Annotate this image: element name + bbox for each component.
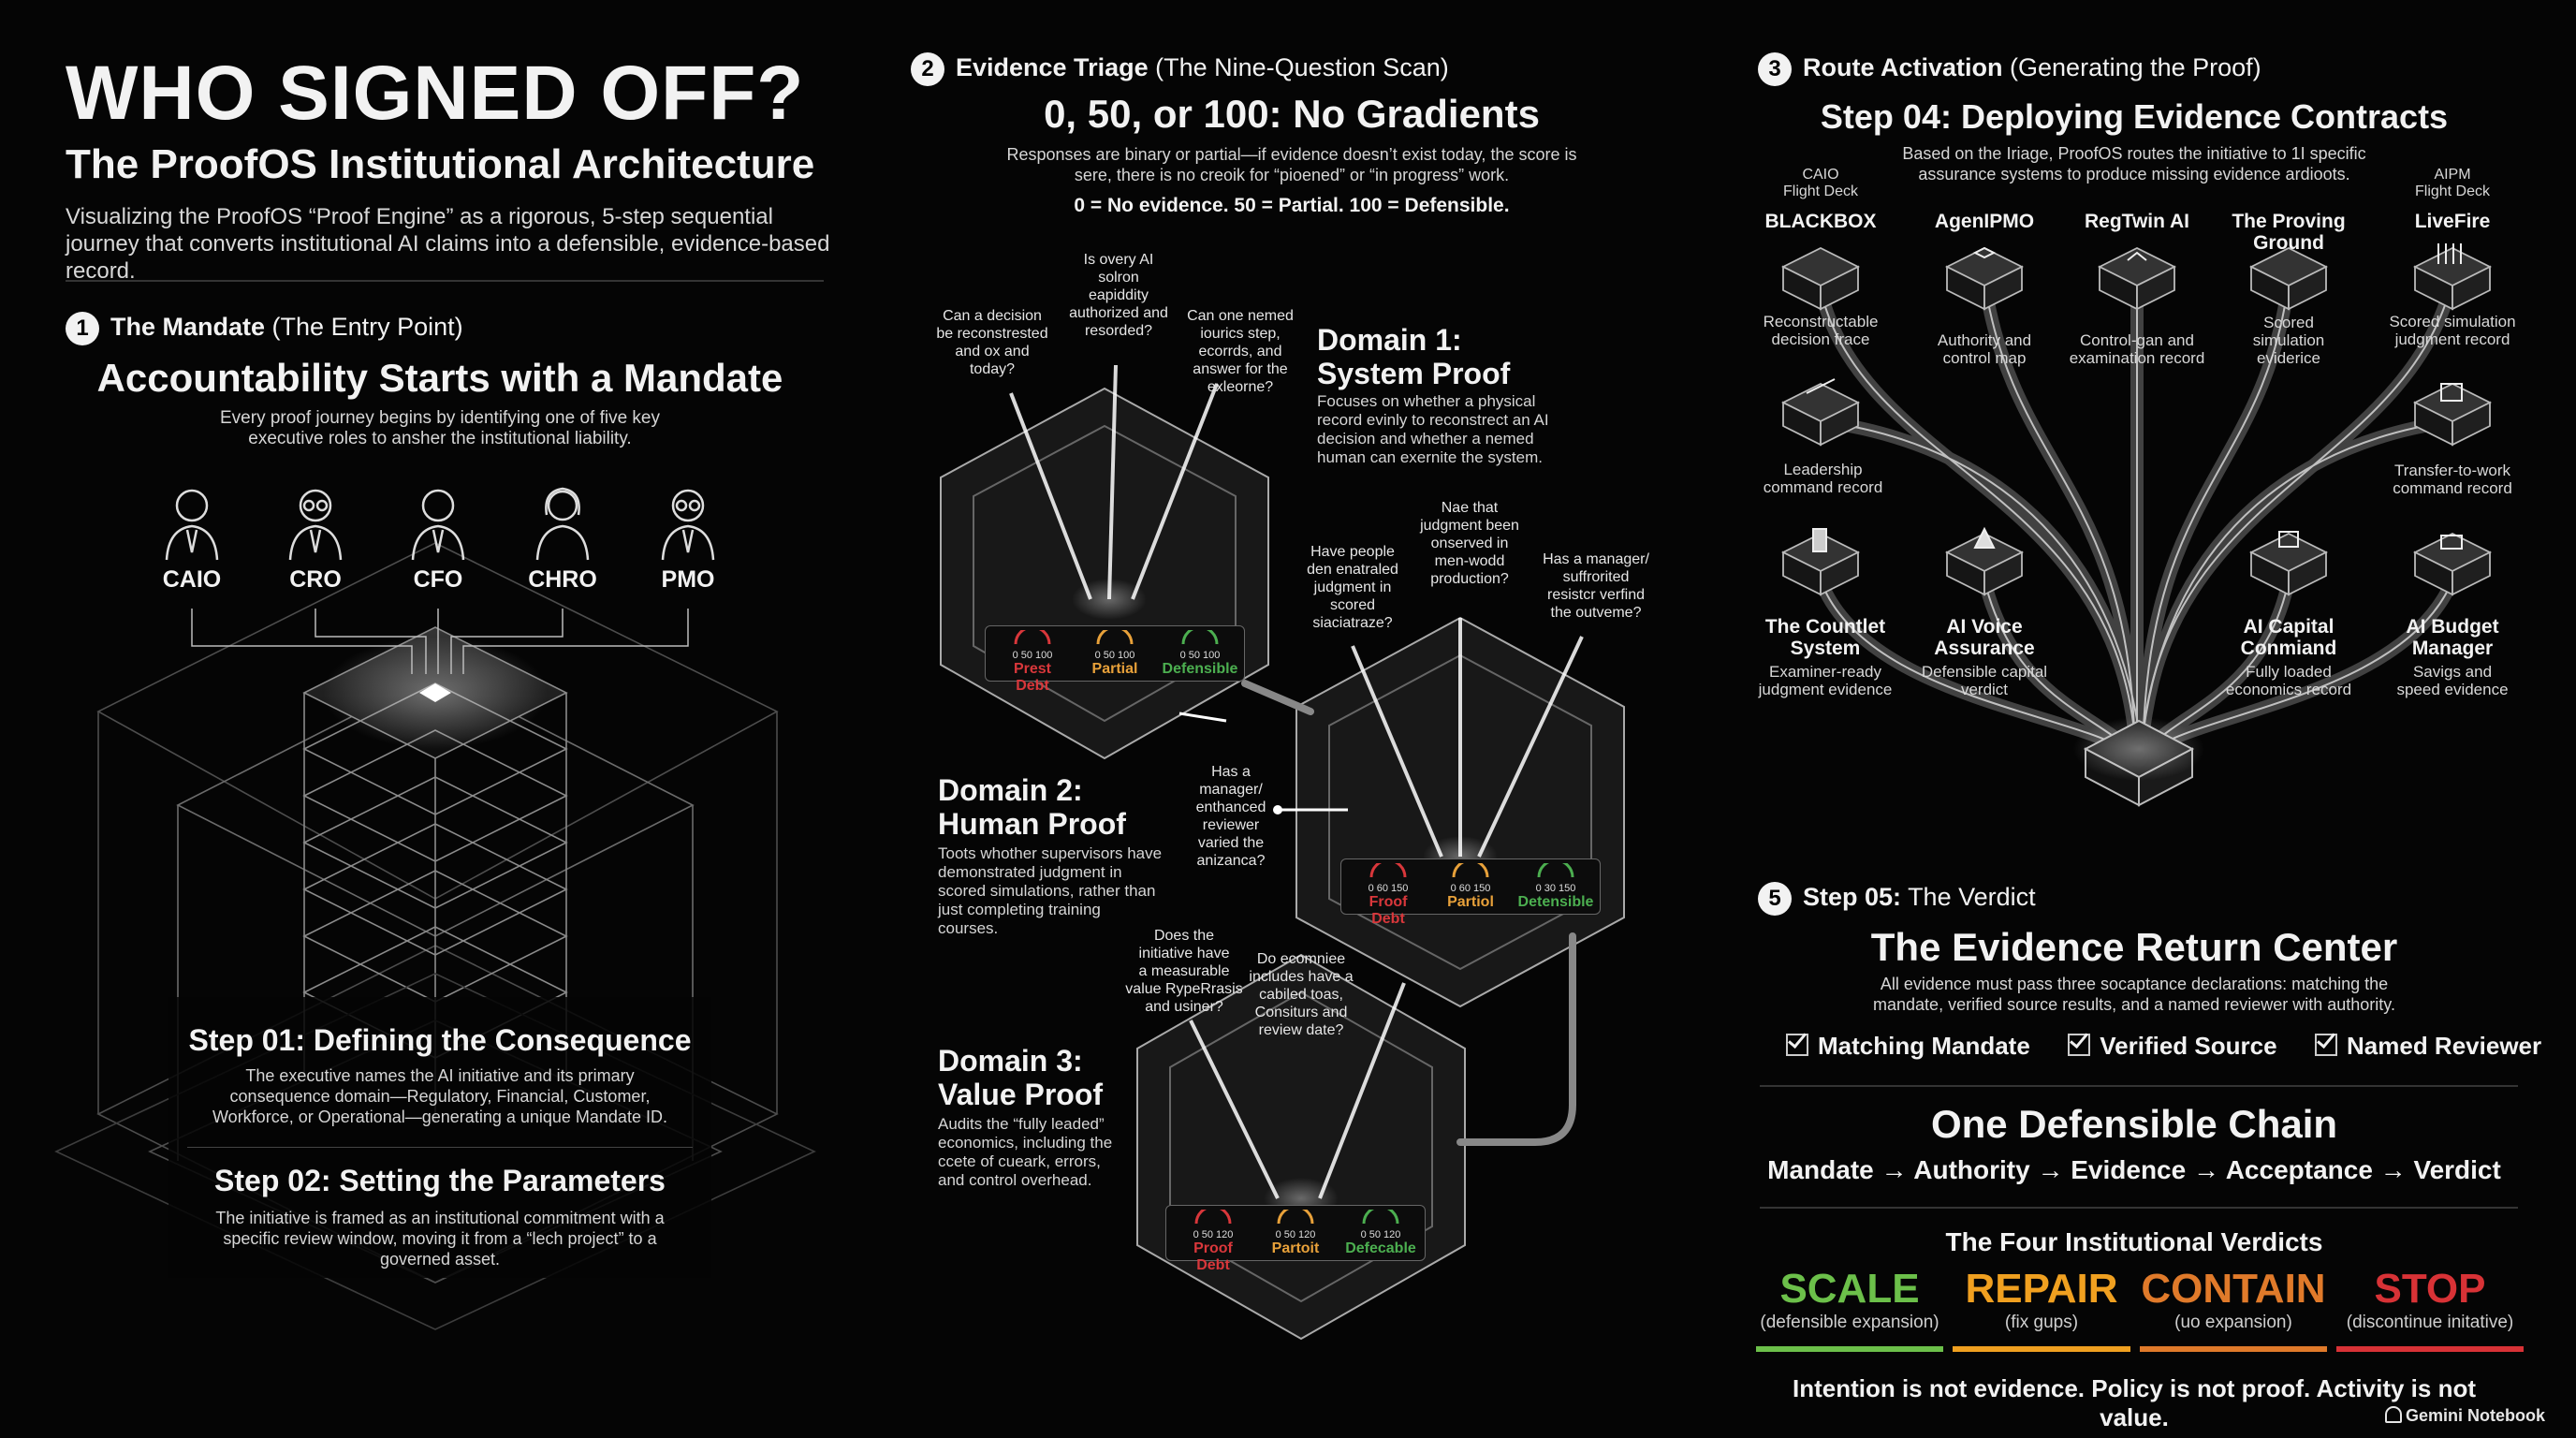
main-description: Visualizing the ProofOS “Proof Engine” as a rigorous, 5-step sequential journey that converts institutional AI claims into a defensible, evidence-based record. — [66, 204, 830, 284]
verdict-desc: (discontinue initative) — [2346, 1313, 2514, 1332]
triage-rule: 0 = No evidence. 50 = Partial. 100 = Defensible. — [1074, 195, 1510, 216]
checkbox-checked-icon — [2068, 1034, 2090, 1056]
domain3-body: Audits the “fully leaded” economics, including the ccete of cueark, errors, and control overhead. — [938, 1115, 1113, 1189]
gauge-proof-debt — [1176, 1210, 1251, 1274]
gauge-proof-debt — [995, 630, 1070, 695]
role-list — [131, 477, 749, 609]
mandate-heading: Accountability Starts with a Mandate — [96, 356, 783, 400]
domain2-body: Toots whother supervisors have demonstrated judgment in scored simulations, rather than just completing training courses. — [938, 844, 1163, 937]
closing-tagline: Intention is not evidence. Policy is not proof. Activity is not value. — [1792, 1374, 2476, 1431]
executive-glasses-person-icon — [655, 477, 721, 562]
domain2-title: Domain 2: Human Proof — [938, 773, 1126, 841]
routes-body: Based on the Iriage, ProofOS routes the initiative to 1I specific assurance systems to produce missing evidence ardioots. — [1902, 144, 2366, 183]
section-3-number: 3 — [1758, 52, 1792, 86]
verdict-word: SCALE — [1779, 1266, 1920, 1312]
verdicts-title: The Four Institutional Verdicts — [1945, 1227, 2323, 1256]
route-1-desc: Reconstructable decision frace — [1763, 313, 1879, 348]
role-label: CAIO — [162, 566, 222, 593]
domain1-score-gauges — [985, 625, 1245, 694]
section-5-suffix: The Verdict — [1908, 883, 2036, 912]
route-3-name: RegTwin AI — [2085, 211, 2189, 232]
route-2-name: AgenIPMO — [1934, 211, 2035, 232]
verdict-word: CONTAIN — [2141, 1266, 2326, 1312]
gauge-label: Partiol — [1447, 894, 1494, 910]
gauge-partial — [1433, 863, 1508, 911]
step-01-title: Step 01: Defining the Consequence — [188, 1023, 692, 1057]
gauge-scale: 0 30 150 — [1535, 883, 1576, 894]
domain3-title: Domain 3: Value Proof — [938, 1044, 1104, 1111]
gauge-scale: 0 50 120 — [1360, 1229, 1401, 1240]
route-5-name: LiveFire — [2414, 211, 2491, 232]
role-label: PMO — [661, 566, 715, 593]
section-3-label: Route Activation — [1803, 53, 2003, 82]
verdict-stop — [2336, 1266, 2524, 1352]
verdict-heading: The Evidence Return Center — [1870, 925, 2398, 969]
acceptance-checks — [1786, 1032, 2542, 1061]
route-4-name: The Proving Ground — [2232, 211, 2346, 254]
role-label: CRO — [289, 566, 342, 593]
gauge-label: Prest Debt — [1013, 661, 1052, 694]
gauge-scale: 0 50 120 — [1193, 1229, 1234, 1240]
gauge-arc-icon — [1360, 1210, 1401, 1225]
gauge-partial — [1258, 1210, 1333, 1257]
gauge-defensible — [1515, 863, 1596, 911]
route-7-desc: Transfer-to-work command record — [2393, 462, 2512, 497]
route-4-desc: Scored simulation eviderice — [2252, 314, 2325, 367]
chain-title: One Defensible Chain — [1930, 1102, 2338, 1146]
gauge-defensible — [1160, 630, 1240, 678]
executive-person-icon — [159, 477, 225, 562]
domain2-score-gauges — [1340, 858, 1601, 927]
route-10-desc: Fully loaded economics record — [2225, 663, 2352, 698]
triage-body: Responses are binary or partial—if evidence doesn’t exist today, the score is sere, there is no creoik for “pioened” or “in progress” work. — [1006, 145, 1577, 184]
gauge-arc-icon — [1275, 1210, 1316, 1225]
verdict-scale — [1756, 1266, 1943, 1352]
verdict-desc: (defensible expansion) — [1760, 1313, 1939, 1332]
gauge-scale: 0 50 100 — [1179, 650, 1221, 661]
domain2-question-2: Nae that judgment been onserved in men-wodd production? — [1420, 500, 1519, 587]
domain1-title: Domain 1: System Proof — [1317, 323, 1511, 390]
role-cro — [255, 477, 376, 594]
step-02-body: The initiative is framed as an institutional commitment with a specific review window, moving it from a “lech project” to a governed asset. — [215, 1209, 665, 1269]
verdict-contain — [2140, 1266, 2327, 1352]
gauge-arc-icon — [1179, 630, 1221, 645]
gauge-arc-icon — [1094, 630, 1135, 645]
section-3-header — [1758, 52, 2261, 86]
gauge-label: Proof Debt — [1193, 1240, 1233, 1273]
section-1-label: The Mandate — [110, 313, 266, 342]
gauge-label: Detensible — [1517, 894, 1594, 910]
section-5-header — [1758, 882, 2036, 916]
route-8-desc: Examiner-ready judgment evidence — [1758, 663, 1893, 698]
domain2-question-4: Has a manager/ enthanced reviewer varied the anizanca? — [1195, 764, 1266, 869]
gauge-scale: 0 50 100 — [1094, 650, 1135, 661]
verdict-word: STOP — [2374, 1266, 2486, 1312]
routes-heading: Step 04: Deploying Evidence Contracts — [1820, 97, 2449, 136]
section-3-suffix: (Generating the Proof) — [2010, 53, 2261, 82]
gauge-partial — [1077, 630, 1152, 678]
verdict-bar — [1756, 1346, 1943, 1352]
section-2-label: Evidence Triage — [956, 53, 1149, 82]
role-chro — [502, 477, 623, 594]
domain2-question-3: Has a manager/ suffrorited resistcr verfind the outveme? — [1543, 551, 1649, 621]
check-label: Verified Source — [2100, 1032, 2277, 1060]
brand-text: Gemini Notebook — [2406, 1406, 2546, 1425]
verdict-desc: (fix gups) — [2004, 1313, 2079, 1332]
check-label: Matching Mandate — [1818, 1032, 2030, 1060]
verdict-body: All evidence must pass three socaptance declarations: matching the mandate, verified source results, and a named reviewer with authority. — [1873, 975, 2395, 1014]
section-1-number: 1 — [66, 312, 99, 345]
gauge-arc-icon — [1535, 863, 1576, 878]
gauge-arc-icon — [1450, 863, 1491, 878]
domain1-question-2: Is overy AI solron eapiddity authorized and resorded? — [1069, 252, 1168, 339]
route-1-name: BLACKBOX — [1764, 211, 1877, 232]
section-1-suffix: (The Entry Point) — [271, 313, 463, 342]
route-3-desc: Control-gan and examination record — [2069, 331, 2205, 367]
verdict-desc: (uo expansion) — [2174, 1313, 2292, 1332]
route-5-caption: AIPM Flight Deck — [2414, 167, 2491, 199]
role-label: CHRO — [528, 566, 597, 593]
verdict-word: REPAIR — [1965, 1266, 2118, 1312]
gauge-label: Partial — [1091, 661, 1138, 677]
gauge-defensible — [1340, 1210, 1421, 1257]
route-11-desc: Savigs and speed evidence — [2396, 663, 2509, 698]
route-10-name: AI Capital Conmiand — [2240, 616, 2337, 659]
section-1-header — [66, 312, 463, 345]
brand-watermark — [2385, 1406, 2545, 1426]
check-matching-mandate — [1786, 1032, 2030, 1061]
role-pmo — [627, 477, 749, 594]
route-6-desc: Leadership command record — [1763, 461, 1883, 496]
route-9-name: AI Voice Assurance — [1934, 616, 2035, 659]
gauge-label: Froof Debt — [1368, 894, 1408, 927]
role-label: CFO — [413, 566, 463, 593]
route-9-desc: Defensible capital verdict — [1921, 663, 2048, 698]
gauge-scale: 0 50 120 — [1275, 1229, 1316, 1240]
section-5-number: 5 — [1758, 882, 1792, 916]
checkbox-checked-icon — [2315, 1034, 2337, 1056]
check-verified-source — [2068, 1032, 2276, 1061]
domain3-score-gauges — [1165, 1205, 1426, 1273]
section-2-header — [911, 52, 1449, 86]
domain1-body: Focuses on whether a physical record evinly to reconstrect an AI decision and whether a nemed human can exernite the system. — [1317, 392, 1549, 466]
gauge-arc-icon — [1193, 1210, 1234, 1225]
main-subtitle: The ProofOS Institutional Architecture — [66, 141, 815, 187]
gauge-label: Defensible — [1162, 661, 1238, 677]
step-02-title: Step 02: Setting the Parameters — [214, 1164, 666, 1197]
verdict-bar — [2336, 1346, 2524, 1352]
route-1-caption: CAIO Flight Deck — [1782, 167, 1859, 199]
route-8-name: The Countlet System — [1764, 616, 1886, 659]
triage-heading: 0, 50, or 100: No Gradients — [1044, 92, 1540, 136]
domain3-question-1: Does the initiative have a measurable value RypeRrasis and usiner? — [1125, 928, 1243, 1015]
executive-glasses-person-icon — [283, 477, 348, 562]
gauge-proof-debt — [1351, 863, 1426, 928]
executive-woman-icon — [530, 477, 595, 562]
domain1-question-1: Can a decision be reconstrested and ox and today? — [936, 308, 1048, 377]
verdict-bar — [2140, 1346, 2327, 1352]
check-named-reviewer — [2315, 1032, 2541, 1061]
gauge-scale: 0 60 150 — [1368, 883, 1409, 894]
mandate-body: Every proof journey begins by identifying one of five key executive roles to ansher the institutional liability. — [220, 408, 660, 448]
domain1-question-3: Can one nemed iourics step, ecorrds, and answer for the exleorne? — [1187, 308, 1294, 395]
verdict-bar — [1953, 1346, 2130, 1352]
role-caio — [131, 477, 253, 594]
section-2-number: 2 — [911, 52, 944, 86]
role-cfo — [377, 477, 499, 594]
main-title: WHO SIGNED OFF? — [66, 51, 805, 136]
domain2-question-1: Have people den enatraled judgment in scored siaciatraze? — [1307, 544, 1398, 631]
gauge-scale: 0 50 100 — [1012, 650, 1053, 661]
section-2-suffix: (The Nine-Question Scan) — [1155, 53, 1449, 82]
step-01-body: The executive names the AI initiative and its primary consequence domain—Regulatory, Financial, Customer, Workforce, or Operational—generating a unique Mandate ID. — [212, 1066, 667, 1126]
gemini-logo-icon — [2385, 1406, 2402, 1423]
section-5-label: Step 05: — [1803, 883, 1902, 912]
gauge-arc-icon — [1368, 863, 1409, 878]
route-5-desc: Scored simulation judgment record — [2389, 313, 2516, 348]
checkbox-checked-icon — [1786, 1034, 1808, 1056]
check-label: Named Reviewer — [2347, 1032, 2542, 1060]
route-2-desc: Authority and control map — [1937, 331, 2032, 367]
gauge-label: Defecable — [1345, 1240, 1416, 1256]
executive-person-icon — [405, 477, 471, 562]
gauge-arc-icon — [1012, 630, 1053, 645]
route-11-name: AI Budget Manager — [2406, 616, 2499, 659]
gauge-label: Partoit — [1271, 1240, 1320, 1256]
gauge-scale: 0 60 150 — [1450, 883, 1491, 894]
verdict-repair — [1953, 1266, 2130, 1352]
chain-steps: Mandate → Authority → Evidence → Acceptance → Verdict — [1767, 1155, 2501, 1184]
domain3-question-2: Do ecomniee includes have a cabiled toas, Consiturs and review date? — [1249, 951, 1354, 1038]
